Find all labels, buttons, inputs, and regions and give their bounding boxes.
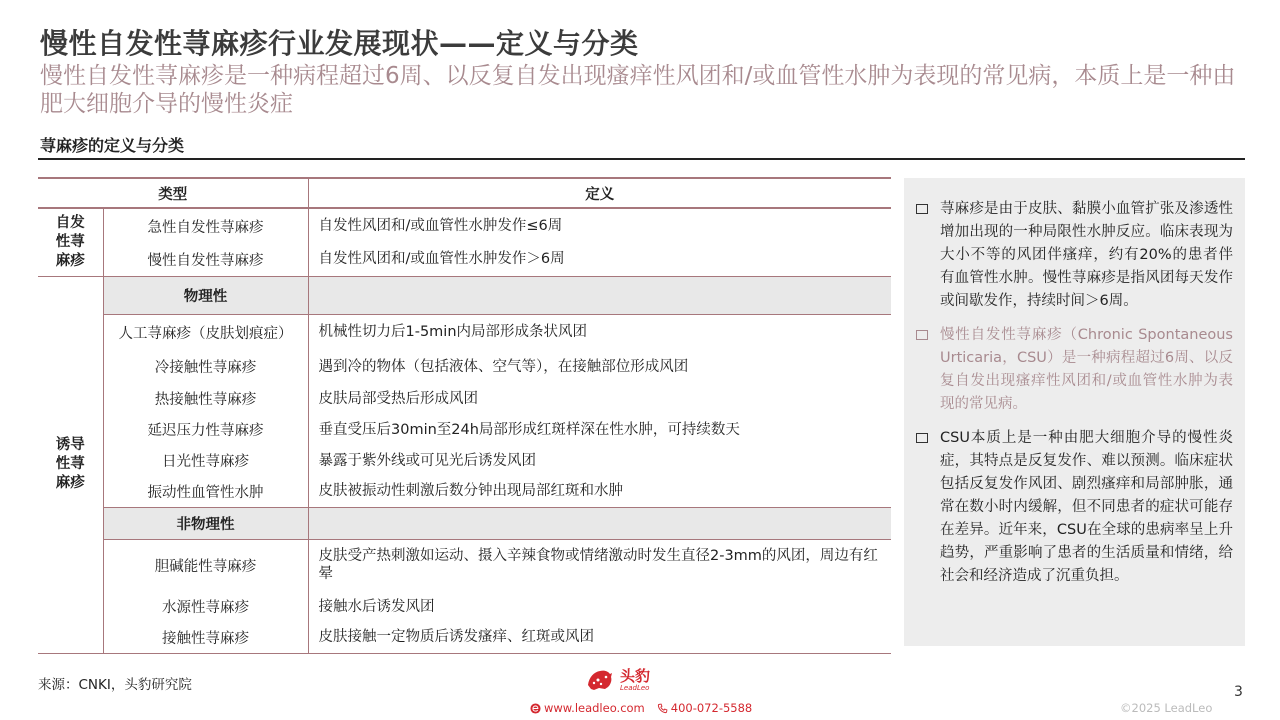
square-bullet-icon <box>916 433 928 443</box>
urticaria-type-definition: 皮肤受产热刺激如运动、摄入辛辣食物或情绪激动时发生直径2-3mm的风团，周边有红晕 <box>318 548 878 583</box>
urticaria-type-name: 日光性荨麻疹 <box>103 445 308 476</box>
summary-bullet <box>916 198 1233 313</box>
urticaria-type-definition: 皮肤接触一定物质后诱发瘙痒、红斑或风团 <box>308 622 891 653</box>
table-row <box>38 243 891 276</box>
page-number: 3 <box>1234 684 1243 700</box>
urticaria-type-definition: 垂直受压后30min至24h局部形成红斑样深在性水肿，可持续数天 <box>318 421 740 438</box>
table-row <box>38 414 891 445</box>
urticaria-type-name: 胆碱能性荨麻疹 <box>103 539 308 591</box>
column-header-type: 类型 <box>38 178 308 208</box>
table-row <box>38 476 891 507</box>
subgroup-definition-empty <box>308 507 891 539</box>
table-row <box>38 591 891 622</box>
phone-icon <box>657 703 668 714</box>
urticaria-type-name: 水源性荨麻疹 <box>103 591 308 622</box>
summary-bullet-text: 慢性自发性荨麻疹（Chronic Spontaneous Urticaria，CSU）是一种病程超过6周、以反复自发出现瘙痒性风团和/或血管性水肿为表现的常见病。 <box>940 327 1233 412</box>
logo-wordmark-en: LeadLeo <box>620 683 650 692</box>
table-row <box>38 314 891 350</box>
page-subtitle: 慢性自发性荨麻疹是一种病程超过6周、以反复自发出现瘙痒性风团和/或血管性水肿为表现的常见病，本质上是一种由肥大细胞介导的慢性炎症 <box>40 63 1236 117</box>
urticaria-type-definition: 接触水后诱发风团 <box>318 598 435 615</box>
table-row <box>38 622 891 653</box>
web-e-icon <box>530 703 541 714</box>
subgroup-label-physical: 物理性 <box>103 276 308 314</box>
copyright-notice: ©2025 LeadLeo <box>1120 701 1213 715</box>
urticaria-type-definition: 遇到冷的物体（包括液体、空气等），在接触部位形成风团 <box>318 358 689 375</box>
group-label-spontaneous: 自发性荨麻疹 <box>38 208 103 276</box>
summary-panel <box>904 178 1245 646</box>
source-note: 来源：CNKI，头豹研究院 <box>38 677 192 693</box>
leopard-logo-icon <box>585 665 615 695</box>
logo-wordmark-cn: 头豹 <box>620 666 651 685</box>
phone-number[interactable]: 400-072-5588 <box>670 701 753 715</box>
website-link[interactable]: www.leadleo.com <box>544 701 645 715</box>
table-row <box>38 539 891 591</box>
page-title: 慢性自发性荨麻疹行业发展现状——定义与分类 <box>40 27 639 60</box>
urticaria-type-name: 热接触性荨麻疹 <box>103 383 308 414</box>
square-bullet-icon <box>916 330 928 340</box>
subgroup-label-nonphysical: 非物理性 <box>103 507 308 539</box>
urticaria-type-name: 慢性自发性荨麻疹 <box>103 243 308 276</box>
summary-bullet <box>916 427 1233 588</box>
table-row <box>38 445 891 476</box>
urticaria-type-definition: 暴露于紫外线或可见光后诱发风团 <box>318 452 536 469</box>
summary-bullet-highlighted <box>916 324 1233 416</box>
table-row <box>38 350 891 383</box>
urticaria-type-definition: 自发性风团和/或血管性水肿发作≤6周 <box>318 218 563 234</box>
summary-bullet-text: 荨麻疹是由于皮肤、黏膜小血管扩张及渗透性增加出现的一种局限性水肿反应。临床表现为大小不等的风团伴瘙痒，约有20%的患者伴有血管性水肿。慢性荨麻疹是指风团每天发作或间歇发作，持续时间＞6周。 <box>940 201 1233 309</box>
urticaria-type-definition: 皮肤局部受热后形成风团 <box>318 390 478 407</box>
urticaria-classification-table <box>38 177 891 654</box>
table-header-row <box>38 178 891 208</box>
column-header-definition: 定义 <box>308 178 891 208</box>
section-label: 荨麻疹的定义与分类 <box>40 136 185 155</box>
urticaria-type-name: 人工荨麻疹（皮肤划痕症） <box>103 314 308 350</box>
square-bullet-icon <box>916 204 928 214</box>
subgroup-band-physical <box>38 276 891 314</box>
summary-bullet-text: CSU本质上是一种由肥大细胞介导的慢性炎症，其特点是反复发作、难以预测。临床症状包括反复发作风团、剧烈瘙痒和局部肿胀，通常在数小时内缓解，但不同患者的症状可能存在差异。近年来，CSU在全球的患病率呈上升趋势，严重影响了患者的生活质量和情绪，给社会和经济造成了沉重负担。 <box>940 430 1233 584</box>
section-divider <box>38 158 1245 160</box>
urticaria-type-name: 延迟压力性荨麻疹 <box>103 414 308 445</box>
subgroup-band-nonphysical <box>38 507 891 539</box>
subgroup-definition-empty <box>308 276 891 314</box>
urticaria-type-name: 冷接触性荨麻疹 <box>103 350 308 383</box>
leadleo-logo <box>585 665 650 695</box>
contact-bar <box>530 701 752 715</box>
urticaria-type-definition: 皮肤被振动性刺激后数分钟出现局部红斑和水肿 <box>318 483 623 500</box>
urticaria-type-name: 急性自发性荨麻疹 <box>103 208 308 243</box>
group-label-induced: 诱导性荨麻疹 <box>38 276 103 653</box>
urticaria-type-name: 接触性荨麻疹 <box>103 622 308 653</box>
urticaria-type-definition: 机械性切力后1-5min内局部形成条状风团 <box>318 324 588 341</box>
table-row <box>38 383 891 414</box>
urticaria-type-name: 振动性血管性水肿 <box>103 476 308 507</box>
table-row <box>38 208 891 243</box>
urticaria-type-definition: 自发性风团和/或血管性水肿发作＞6周 <box>308 243 891 276</box>
